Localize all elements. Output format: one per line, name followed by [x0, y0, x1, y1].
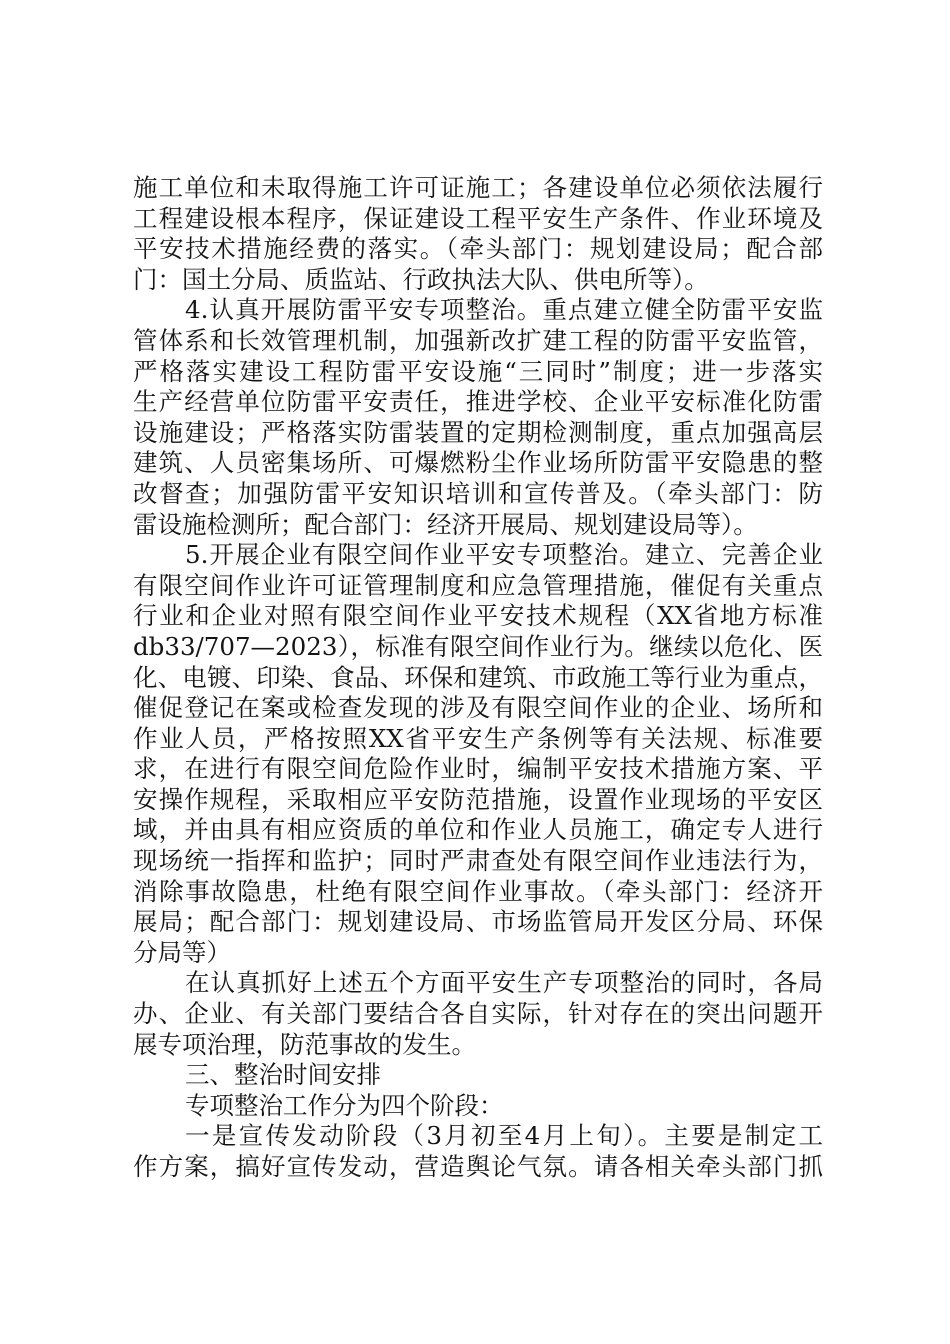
text-line: 作业人员，严格按照XX省平安生产条例等有关法规、标准要 — [133, 723, 823, 753]
text-line: 专项整治工作分为四个阶段： — [185, 1090, 504, 1120]
paragraph-stages-intro — [133, 1091, 823, 1122]
text-line: 三、整治时间安排 — [185, 1060, 381, 1090]
text-line: db33/707—2023），标准有限空间作业行为。继续以危化、医 — [133, 631, 823, 661]
text-line: 展局；配合部门：规划建设局、市场监管局开发区分局、环保 — [133, 907, 823, 937]
text-line: 催促登记在案或检查发现的涉及有限空间作业的企业、场所和 — [133, 693, 823, 723]
text-line: 施工单位和未取得施工许可证施工；各建设单位必须依法履行 — [133, 173, 823, 202]
section-heading-schedule — [133, 1060, 823, 1091]
text-line: 工程建设根本程序，保证建设工程平安生产条件、作业环境及 — [133, 203, 823, 233]
paragraph-item-5-confined-space — [133, 540, 823, 968]
text-line: 有限空间作业许可证管理制度和应急管理措施，催促有关重点 — [133, 570, 823, 600]
paragraph-construction-continued — [133, 173, 823, 295]
paragraph-summary — [133, 968, 823, 1060]
text-line: 化、电镀、印染、食品、环保和建筑、市政施工等行业为重点， — [133, 662, 823, 692]
text-line: 生产经营单位防雷平安责任，推进学校、企业平安标准化防雷 — [133, 387, 823, 417]
text-line: 5.开展企业有限空间作业平安专项整治。建立、完善企业 — [185, 540, 823, 570]
text-line: 门：国土分局、质监站、行政执法大队、供电所等）。 — [133, 264, 709, 294]
text-line: 作方案，搞好宣传发动，营造舆论气氛。请各相关牵头部门抓 — [133, 1152, 823, 1181]
text-line: 4.认真开展防雷平安专项整治。重点建立健全防雷平安监 — [185, 295, 823, 325]
text-line: 设施建设；严格落实防雷装置的定期检测制度，重点加强高层 — [133, 417, 823, 447]
text-line: 建筑、人员密集场所、可爆燃粉尘作业场所防雷平安隐患的整 — [133, 448, 823, 478]
text-line: 行业和企业对照有限空间作业平安技术规程（XX省地方标准 — [133, 601, 823, 631]
text-line: 在认真抓好上述五个方面平安生产专项整治的同时，各局 — [185, 968, 823, 998]
text-line: 雷设施检测所；配合部门：经济开展局、规划建设局等）。 — [133, 509, 758, 539]
text-line: 管体系和长效管理机制，加强新改扩建工程的防雷平安监管， — [133, 325, 823, 355]
text-line: 消除事故隐患，杜绝有限空间作业事故。（牵头部门：经济开 — [133, 876, 823, 906]
text-line: 展专项治理，防范事故的发生。 — [133, 1029, 476, 1059]
text-line: 安操作规程，采取相应平安防范措施，设置作业现场的平安区 — [133, 784, 823, 814]
text-line: 改督查；加强防雷平安知识培训和宣传普及。（牵头部门：防 — [133, 478, 823, 508]
document-body — [133, 173, 823, 1183]
paragraph-stage-1 — [133, 1121, 823, 1182]
text-line: 平安技术措施经费的落实。（牵头部门：规划建设局；配合部 — [133, 234, 823, 264]
text-line: 办、企业、有关部门要结合各自实际，针对存在的突出问题开 — [133, 999, 823, 1029]
text-line: 求，在进行有限空间危险作业时，编制平安技术措施方案、平 — [133, 754, 823, 784]
text-line: 现场统一指挥和监护；同时严肃查处有限空间作业违法行为， — [133, 846, 823, 876]
text-line: 分局等） — [133, 937, 231, 967]
text-line: 域，并由具有相应资质的单位和作业人员施工，确定专人进行 — [133, 815, 823, 845]
text-line: 严格落实建设工程防雷平安设施“三同时”制度；进一步落实 — [133, 356, 823, 386]
text-line: 一是宣传发动阶段（3月初至4月上旬）。主要是制定工 — [185, 1121, 823, 1151]
paragraph-item-4-lightning — [133, 295, 823, 540]
